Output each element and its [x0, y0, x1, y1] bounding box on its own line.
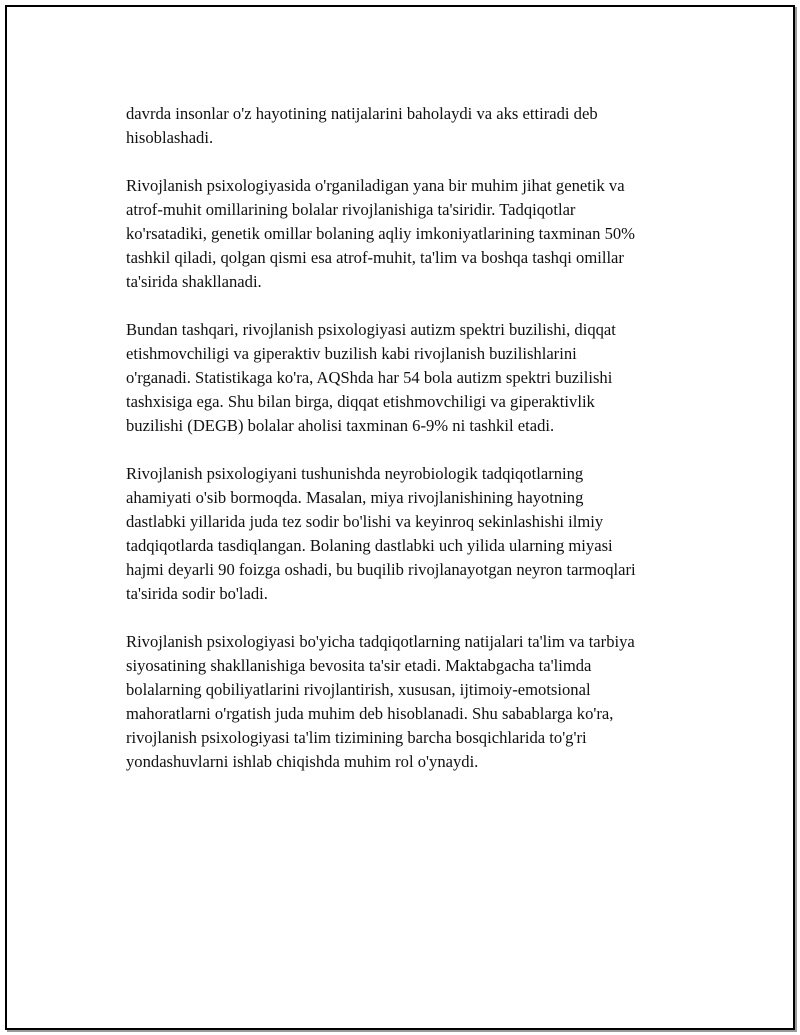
paragraph-1: davrda insonlar o'z hayotining natijalarini baholaydi va aks ettiradi deb hisoblashadi. [126, 104, 598, 147]
document-body [126, 102, 701, 798]
paragraph-3: Bundan tashqari, rivojlanish psixologiyasi autizm spektri buzilishi, diqqat etishmovchiligi va giperaktiv buzilish kabi rivojlanish buzilishlarini o'rganadi. Statistikaga ko'ra, AQShda har 54 bola autizm spektri buzilishi tashxisiga ega. Shu bilan birga, diqqat etishmovchiligi va giperaktivlik buzilishi (DEGB) bolalar aholisi taxminan 6-9% ni tashkil etadi. [126, 320, 616, 435]
document-page [5, 5, 795, 1030]
paragraph-5: Rivojlanish psixologiyasi bo'yicha tadqiqotlarning natijalari ta'lim va tarbiya siyosatining shakllanishiga bevosita ta'sir etadi. Maktabgacha ta'limda bolalarning qobiliyatlarini rivojlantirish, xususan, ijtimoiy-emotsional mahoratlarni o'rgatish juda muhim deb hisoblanadi. Shu sabablarga ko'ra, rivojlanish psixologiyasi ta'lim tizimining barcha bosqichlarida to'g'ri yondashuvlarni ishlab chiqishda muhim rol o'ynaydi. [126, 632, 635, 771]
paragraph-4: Rivojlanish psixologiyani tushunishda neyrobiologik tadqiqotlarning ahamiyati o'sib bormoqda. Masalan, miya rivojlanishining hayotning dastlabki yillarida juda tez sodir bo'lishi va keyinroq sekinlashishi ilmiy tadqiqotlarda tasdiqlangan. Bolaning dastlabki uch yilida ularning miyasi hajmi deyarli 90 foizga oshadi, bu buqilib rivojlanayotgan neyron tarmoqlari ta'sirida sodir bo'ladi. [126, 464, 636, 603]
paragraph-2: Rivojlanish psixologiyasida o'rganiladigan yana bir muhim jihat genetik va atrof-muhit omillarining bolalar rivojlanishiga ta'siridir. Tadqiqotlar ko'rsatadiki, genetik omillar bolaning aqliy imkoniyatlarining taxminan 50% tashkil qiladi, qolgan qismi esa atrof-muhit, ta'lim va boshqa tashqi omillar ta'sirida shakllanadi. [126, 176, 635, 291]
